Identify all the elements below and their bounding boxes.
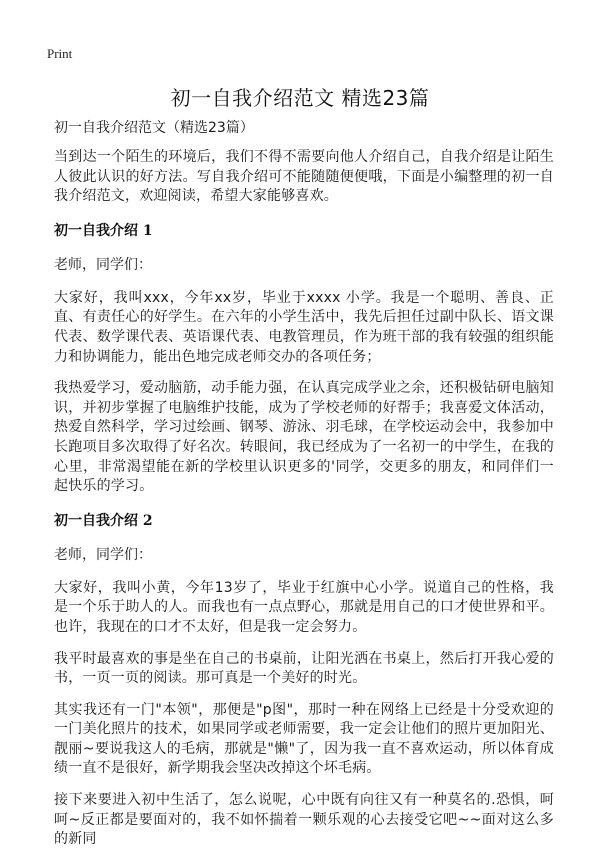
section-heading: 初一自我介绍 2 — [54, 512, 153, 529]
section-paragraph: 大家好，我叫小黄，今年13岁了，毕业于红旗中心小学。说道自己的性格，我是一个乐于助人的人。而我也有一点点野心，那就是用自己的口才使世界和平。也许，我现在的口才不太好，但是我一定会努力。 — [54, 579, 554, 635]
intro-paragraph: 当到达一个陌生的环境后，我们不得不需要向他人介绍自己，自我介绍是让陌生人彼此认识的好方法。写自我介绍可不能随随便便哦，下面是小编整理的初一自我介绍范文，欢迎阅读，希望大家能够喜欢。 — [54, 149, 554, 205]
print-button[interactable]: Print — [47, 46, 73, 61]
section-paragraph: 大家好，我叫xxx，今年xx岁，毕业于xxxx 小学。我是一个聪明、善良、正直、有责任心的好学生。在六年的小学生活中，我先后担任过副中队长、语文课代表、数学课代表、英语课代表、电教管理员，作为班干部的我有较强的组织能力和协调能力，能出色地完成老师交办的各项任务； — [54, 289, 554, 365]
section-heading: 初一自我介绍 1 — [54, 222, 153, 239]
section-1 — [54, 221, 554, 497]
section-greeting: 老师，同学们： — [54, 256, 152, 273]
section-2 — [54, 511, 554, 850]
section-paragraph: 我平时最喜欢的事是坐在自己的书桌前，让阳光洒在书桌上，然后打开我心爱的书，一页一页的阅读。那可真是一个美好的时光。 — [54, 650, 554, 687]
section-greeting: 老师，同学们： — [54, 546, 152, 563]
document-body — [54, 118, 554, 862]
section-paragraph: 我热爱学习，爱动脑筋，动手能力强，在认真完成学业之余，还积极钻研电脑知识，并初步掌握了电脑维护技能，成为了学校老师的好帮手；我喜爱文体活动，热爱自然科学，学习过绘画、钢琴、游泳、羽毛球，在学校运动会中，我参加中长跑项目多次取得了好名次。转眼间，我已经成为了一名初一的中学生，在我的心里，非常渴望能在新的学校里认识更多的'同学，交更多的朋友，和同伴们一起快乐的学习。 — [54, 380, 554, 495]
document-subtitle: 初一自我介绍范文（精选23篇） — [54, 120, 254, 136]
section-paragraph: 接下来要进入初中生活了，怎么说呢，心中既有向往又有一种莫名的.恐惧，呵呵~反正都是要面对的，我不如怀揣着一颗乐观的心去接受它吧~~面对这么多的新同 — [54, 792, 554, 848]
document-title: 初一自我介绍范文 精选23篇 — [170, 86, 430, 110]
section-paragraph: 其实我还有一门"本领"，那便是"p图"，那时一种在网络上已经是十分受欢迎的一门美化照片的技术，如果同学或老师需要，我一定会让他们的照片更加阳光、靓丽~要说我这人的毛病，那就是"懒"了，因为我一直不喜欢运动，所以体育成绩一直不是很好，新学期我会坚决改掉这个坏毛病。 — [54, 701, 554, 777]
